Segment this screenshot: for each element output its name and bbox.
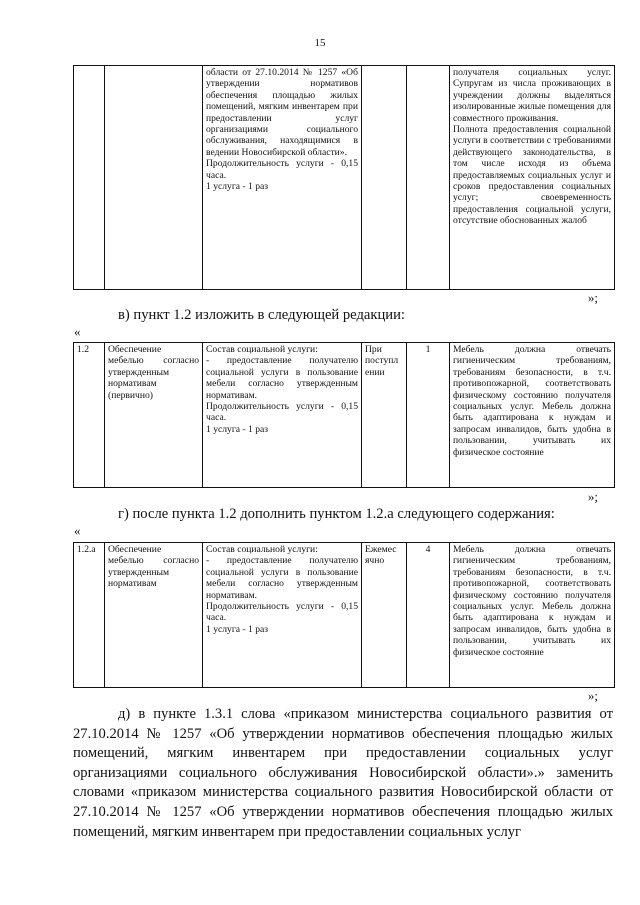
cell-count: 1 [407, 343, 450, 488]
cell-count [407, 66, 450, 290]
cell-composition: Состав социальной услуги: - предоставление получателю социальной услуги в пользование мебели согласно утвержденным нормативам. Продолжительность услуги - 0,15 часа. 1 услуга - 1 раз [203, 343, 362, 488]
paragraph-v: в) пункт 1.2 изложить в следующей редакции: [118, 307, 405, 323]
cell-count: 4 [407, 543, 450, 688]
services-table-continuation [73, 65, 615, 290]
paragraph-g: г) после пункта 1.2 дополнить пунктом 1.2.а следующего содержания: [118, 506, 555, 522]
cell-quality: Мебель должна отвечать гигиеническим требованиям, требованиям безопасности, в т.ч. противопожарной, соответствовать физическому состоянию получателя социальных услуг. Мебель должна быть адаптирована к нуждам и запросам инвалидов, быть удобна в пользовании, учитывать их физическое состояние [450, 543, 615, 688]
paragraph-d: д) в пункте 1.3.1 слова «приказом министерства социального развития от 27.10.2014 № 1257 «Об утверждении нормативов обеспечения площадью жилых помещений, мягким инвентарем при предоставлении социальных услуг организациями социального обслуживания Новосибирской области».» заменить словами «приказом министерства социального развития Новосибирской области от 27.10.2014 № 1257 «Об утверждении нормативов обеспечения площадью жилых помещений, мягким инвентарем при предоставлении социальных услуг [73, 706, 613, 840]
closing-quote: »; [587, 290, 598, 305]
cell-period [362, 66, 407, 290]
cell-period: Ежемес ячно [362, 543, 407, 688]
cell-service-name: Обеспечение мебелью согласно утвержденным нормативам [105, 543, 203, 688]
cell-quality: Мебель должна отвечать гигиеническим требованиям, требованиям безопасности, в т.ч. противопожарной, соответствовать физическому состоянию получателя социальных услуг. Мебель должна быть адаптирована к нуждам и запросам инвалидов, быть удобна в пользовании, учитывать их физическое состояние [450, 343, 615, 488]
cell-period: При поступл ении [362, 343, 407, 488]
page-number: 15 [314, 37, 326, 49]
services-table-1-2 [73, 342, 615, 488]
cell-service-name: Обеспечение мебелью согласно утвержденным нормативам (первично) [105, 343, 203, 488]
cell-number: 1.2.а [74, 543, 105, 688]
cell-number: 1.2 [74, 343, 105, 488]
cell-composition: Состав социальной услуги: - предоставление получателю социальной услуги в пользование мебели согласно утвержденным нормативам. Продолжительность услуги - 0,15 часа. 1 услуга - 1 раз [203, 543, 362, 688]
cell-quality: получателя социальных услуг. Супругам из числа проживающих в учреждении должны выделяться изолированные жилые помещения для совместного проживания. Полнота предоставления социальной услуги в соответствии с требованиями действующего законодательства, в том числе исходя из объема предоставляемых социальных услуг и сроков предоставления социальных услуг; своевременность предоставления социальной услуги, отсутствие обоснованных жалоб [450, 66, 615, 290]
cell-service-name [105, 66, 203, 290]
cell-number [74, 66, 105, 290]
closing-quote: »; [587, 489, 598, 504]
opening-quote: « [74, 523, 81, 538]
cell-composition: области от 27.10.2014 № 1257 «Об утверждении нормативов обеспечения площадью жилых помещений, мягким инвентарем при предоставлении услуг организациями социального обслуживания, находящимися в ведении Новосибирской области». Продолжительность услуги - 0,15 часа. 1 услуга - 1 раз [203, 66, 362, 290]
opening-quote: « [74, 324, 81, 339]
closing-quote: »; [587, 688, 598, 703]
services-table-1-2a [73, 542, 615, 688]
